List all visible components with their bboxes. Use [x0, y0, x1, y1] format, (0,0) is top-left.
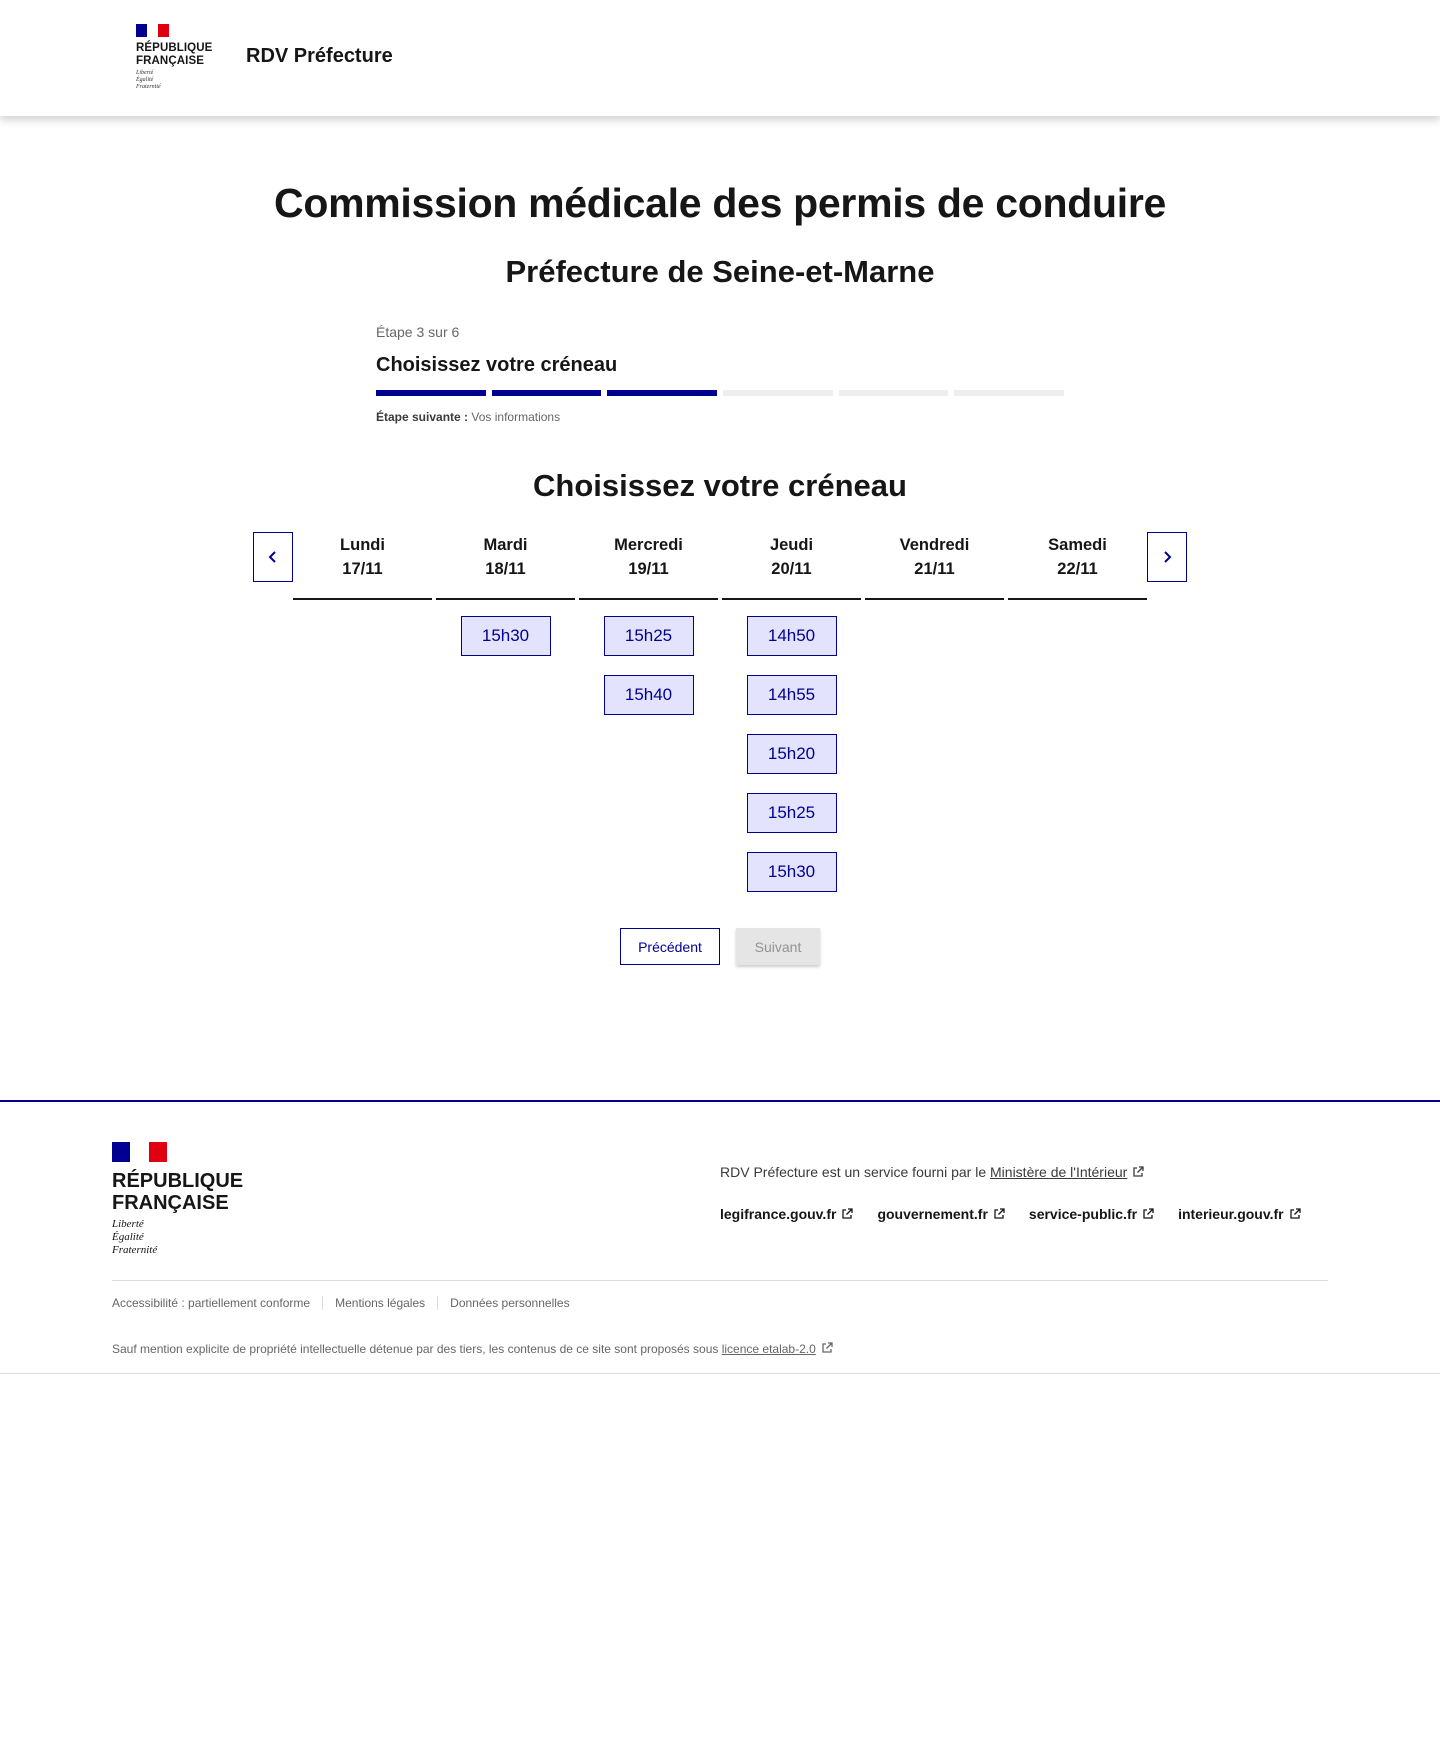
- footer-republique-francaise-logo[interactable]: [112, 1142, 243, 1257]
- slot-list: [436, 616, 575, 656]
- day-date: 17/11: [342, 560, 383, 578]
- day-name: Jeudi: [769, 536, 814, 554]
- external-link-icon: [1289, 1208, 1301, 1220]
- day-column: [865, 530, 1004, 892]
- external-link-icon: [1142, 1208, 1154, 1220]
- footer-link-interieur[interactable]: interieur.gouv.fr: [1178, 1206, 1301, 1222]
- time-slot-button[interactable]: 15h30: [461, 616, 551, 656]
- day-date: 19/11: [628, 560, 669, 578]
- day-date: 20/11: [771, 560, 812, 578]
- licence-link[interactable]: licence etalab-2.0: [722, 1342, 833, 1356]
- calendar-title: Choisissez votre créneau: [533, 468, 907, 503]
- stepper-next-label: Étape suivante :: [376, 410, 469, 424]
- time-slot-button[interactable]: 15h30: [747, 852, 837, 892]
- day-column: [293, 530, 432, 892]
- day-header: [865, 530, 1004, 600]
- ministry-link[interactable]: Ministère de l'Intérieur: [990, 1164, 1144, 1180]
- logo-devise: Liberté Égalité Fraternité: [136, 70, 161, 90]
- chevron-left-icon: [266, 550, 280, 564]
- day-header: [1008, 530, 1147, 600]
- footer-logo-text: RÉPUBLIQUE FRANÇAISE: [112, 1170, 244, 1214]
- external-link-icon: [841, 1208, 853, 1220]
- previous-week-button[interactable]: [253, 532, 293, 582]
- page-subtitle: Préfecture de Seine-et-Marne: [505, 254, 935, 289]
- stepper-segment: [376, 390, 486, 396]
- time-slot-button[interactable]: 15h20: [747, 734, 837, 774]
- day-column: [579, 530, 718, 892]
- slot-list: [579, 616, 718, 715]
- footer-logo-devise: Liberté Égalité Fraternité: [112, 1218, 158, 1256]
- slot-list: [722, 616, 861, 892]
- footer-description: RDV Préfecture est un service fourni par le Ministère de l'Intérieur: [720, 1164, 1144, 1180]
- service-title[interactable]: RDV Préfecture: [246, 45, 393, 67]
- chevron-right-icon: [1160, 550, 1174, 564]
- footer-link-gouvernement[interactable]: gouvernement.fr: [877, 1206, 1004, 1222]
- day-date: 22/11: [1057, 560, 1098, 578]
- day-header: [293, 530, 432, 600]
- day-column: [1008, 530, 1147, 892]
- time-slot-button[interactable]: 14h55: [747, 675, 837, 715]
- stepper: [376, 324, 1064, 424]
- form-buttons: [0, 928, 1440, 965]
- logo-text: RÉPUBLIQUE FRANÇAISE: [136, 42, 213, 67]
- day-name: Lundi: [340, 536, 385, 554]
- day-header: [579, 530, 718, 600]
- site-footer: [0, 1100, 1440, 1374]
- stepper-state: Étape 3 sur 6: [376, 324, 460, 340]
- footer-privacy-link[interactable]: Données personnelles: [437, 1296, 581, 1310]
- footer-accessibility-link[interactable]: Accessibilité : partiellement conforme: [112, 1296, 311, 1310]
- day-date: 18/11: [485, 560, 526, 578]
- day-date: 21/11: [914, 560, 955, 578]
- stepper-segment: [723, 390, 833, 396]
- footer-bottom-links: [112, 1296, 582, 1310]
- time-slot-button[interactable]: 15h25: [747, 793, 837, 833]
- footer-link-legifrance[interactable]: legifrance.gouv.fr: [720, 1206, 853, 1222]
- day-name: Mercredi: [614, 536, 683, 554]
- time-slot-button[interactable]: 15h25: [604, 616, 694, 656]
- footer-licence: Sauf mention explicite de propriété intellectuelle détenue par des tiers, les contenus de ce site sont proposés sous licence etalab-2.0: [112, 1342, 833, 1356]
- stepper-progress: [376, 390, 1064, 396]
- footer-divider: [112, 1280, 1328, 1281]
- external-link-icon: [993, 1208, 1005, 1220]
- previous-button[interactable]: Précédent: [620, 928, 720, 965]
- day-header: [722, 530, 861, 600]
- marianne-flag-icon: [112, 1142, 167, 1162]
- next-button[interactable]: Suivant: [736, 928, 820, 965]
- calendar-days: [293, 530, 1147, 892]
- day-column: [722, 530, 861, 892]
- stepper-title: Choisissez votre créneau: [376, 354, 618, 376]
- stepper-segment: [492, 390, 602, 396]
- external-link-icon: [821, 1342, 833, 1354]
- time-slot-button[interactable]: 15h40: [604, 675, 694, 715]
- day-name: Samedi: [1048, 536, 1107, 554]
- day-name: Vendredi: [899, 536, 970, 554]
- republique-francaise-logo[interactable]: [136, 24, 216, 91]
- marianne-flag-icon: [136, 24, 169, 37]
- external-link-icon: [1132, 1166, 1144, 1178]
- footer-link-service-public[interactable]: service-public.fr: [1029, 1206, 1154, 1222]
- stepper-next-value: Vos informations: [471, 410, 561, 424]
- time-slot-button[interactable]: 14h50: [747, 616, 837, 656]
- site-header: [0, 0, 1440, 116]
- stepper-segment: [839, 390, 949, 396]
- stepper-segment: [954, 390, 1064, 396]
- stepper-next-step: [376, 410, 1064, 424]
- footer-legal-link[interactable]: Mentions légales: [322, 1296, 437, 1310]
- stepper-segment: [607, 390, 717, 396]
- footer-links: [720, 1206, 1301, 1222]
- page-title: Commission médicale des permis de conduire: [274, 180, 1166, 226]
- day-header: [436, 530, 575, 600]
- day-column: [436, 530, 575, 892]
- day-name: Mardi: [483, 536, 528, 554]
- next-week-button[interactable]: [1147, 532, 1187, 582]
